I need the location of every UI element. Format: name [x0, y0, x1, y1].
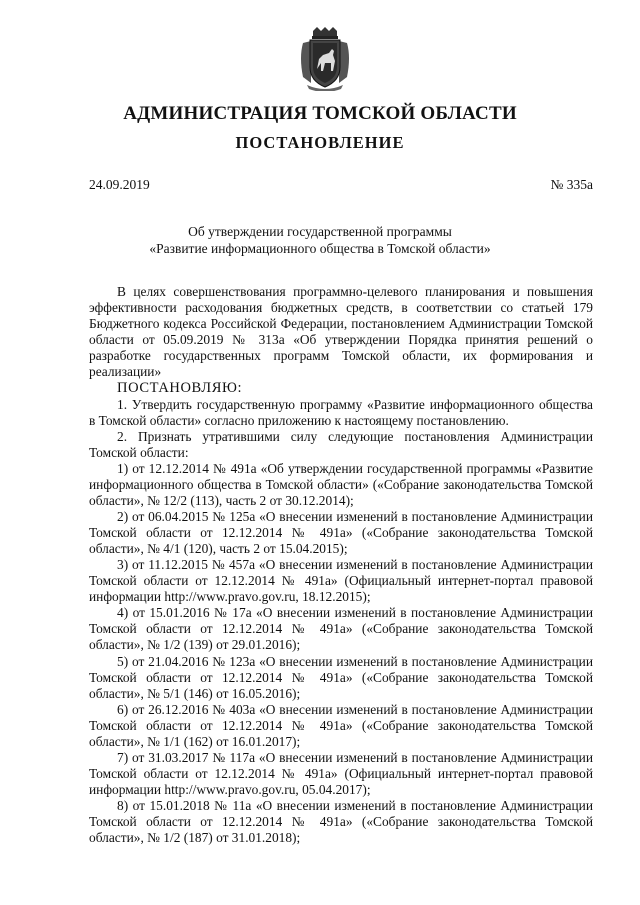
subitem-5: 5) от 21.04.2016 № 123а «О внесении изменений в постановление Администрации Томской области от 12.12.2014 № 491а» («Собрание законодательства Томской области», № 5/1 (146) от 16.05.2016);	[89, 653, 593, 701]
item-1-paragraph: 1. Утвердить государственную программу «Развитие информационного общества в Томской области» согласно приложению к настоящему постановлению.	[89, 396, 593, 428]
subitem-4: 4) от 15.01.2016 № 17а «О внесении изменений в постановление Администрации Томской области от 12.12.2014 № 491а» («Собрание законодательства Томской области», № 1/2 (139) от 29.01.2016);	[89, 605, 593, 653]
decree-word: ПОСТАНОВЛЯЮ:	[117, 380, 243, 397]
subitem-7: 7) от 31.03.2017 № 117а «О внесении изменений в постановление Администрации Томской области от 12.12.2014 № 491а» (Официальный интернет-портал правовой информации http://www.pravo.gov.ru, 05.04.2017);	[89, 749, 593, 797]
organization-title: АДМИНИСТРАЦИЯ ТОМСКОЙ ОБЛАСТИ	[123, 103, 517, 124]
subject-line-1: Об утверждении государственной программы	[188, 224, 452, 239]
coat-of-arms-icon	[297, 27, 353, 91]
subitem-1: 1) от 12.12.2014 № 491а «Об утверждении государственной программы «Развитие информационного общества в Томской области» («Собрание законодательства Томской области», № 12/2 (113), часть 2 от 30.12.2014);	[89, 460, 593, 509]
subitem-2: 2) от 06.04.2015 № 125а «О внесении изменений в постановление Администрации Томской области от 12.12.2014 № 491а» («Собрание законодательства Томской области», № 4/1 (120), часть 2 от 15.04.2015);	[89, 509, 593, 557]
document-number: № 335а	[550, 177, 593, 192]
preamble-paragraph: В целях совершенствования программно-целевого планирования и повышения эффективности расходования бюджетных средств, в соответствии со статьей 179 Бюджетного кодекса Российской Федерации, постановлением Администрации Томской области от 05.09.2019 № 313а «Об утверждении Порядка принятия решений о разработке государственных программ Томской области, их формирования и реализации»	[89, 284, 593, 380]
document-type: ПОСТАНОВЛЕНИЕ	[235, 133, 405, 152]
subitem-6: 6) от 26.12.2016 № 403а «О внесении изменений в постановление Администрации Томской области от 12.12.2014 № 491а» («Собрание законодательства Томской области», № 1/1 (162) от 16.01.2017);	[89, 701, 593, 749]
document-subject	[0, 223, 640, 257]
item-2-paragraph: 2. Признать утратившими силу следующие постановления Администрации Томской области:	[89, 428, 593, 460]
subitem-3: 3) от 11.12.2015 № 457а «О внесении изменений в постановление Администрации Томской области от 12.12.2014 № 491а» (Официальный интернет-портал правовой информации http://www.pravo.gov.ru, 18.12.2015);	[89, 557, 593, 605]
subject-line-2: «Развитие информационного общества в Томской области»	[149, 241, 491, 256]
document-body	[89, 284, 593, 846]
subitem-8: 8) от 15.01.2018 № 11а «О внесении изменений в постановление Администрации Томской области от 12.12.2014 № 491а» («Собрание законодательства Томской области», № 1/2 (187) от 31.01.2018);	[89, 797, 593, 846]
document-date: 24.09.2019	[89, 177, 150, 192]
